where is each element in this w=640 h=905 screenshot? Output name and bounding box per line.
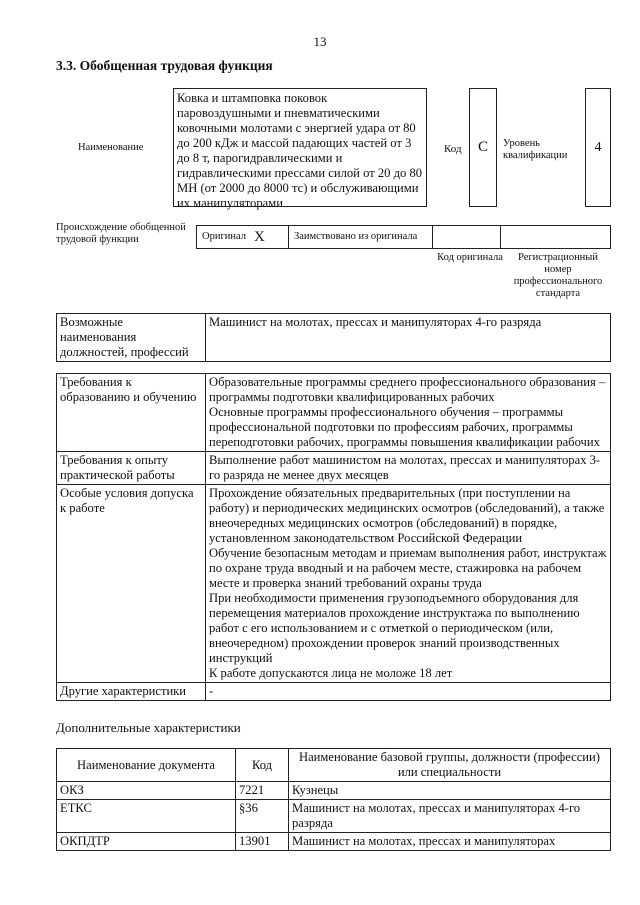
section-title: 3.3. Обобщенная трудовая функция — [56, 58, 273, 73]
group-name-cell: Машинист на молотах, прессах и манипуляторах — [289, 833, 611, 851]
requirement-line: Образовательные программы среднего профессионального образования – программы подготовки квалифицированных рабочих — [209, 375, 606, 404]
experience-value — [206, 452, 611, 485]
original-code-cell — [433, 226, 501, 248]
table-row — [57, 485, 611, 683]
doc-name-cell: ЕТКС — [57, 800, 236, 833]
column-header: Наименование базовой группы, должности (профессии) или специальности — [289, 749, 611, 782]
column-header: Наименование документа — [57, 749, 236, 782]
other-characteristics-value: - — [206, 683, 611, 701]
table-row — [57, 683, 611, 701]
positions-label: Возможные наименования должностей, профессий — [57, 314, 206, 362]
requirement-line: При необходимости применения грузоподъемного оборудования для перемещения материалов прохождение инструктажа по выполнению работ с его использованием и с отметкой о периодическом (или, внеочередном) прохождении проверок знаний производственных инструкций — [209, 591, 580, 665]
requirement-line: Основные программы профессионального обучения – программы профессиональной подготовки по профессиям рабочих, программы переподготовки рабочих, программы повышения квалификации рабочих — [209, 405, 600, 449]
qualification-level-value: 4 — [585, 88, 611, 207]
origin-row — [196, 225, 611, 249]
table-row — [57, 800, 611, 833]
special-conditions-value — [206, 485, 611, 683]
original-cell — [197, 226, 289, 248]
table-row — [57, 833, 611, 851]
special-conditions-label: Особые условия допуска к работе — [57, 485, 206, 683]
code-value: C — [469, 88, 497, 207]
requirements-table — [56, 373, 611, 701]
page-number: 13 — [313, 34, 327, 49]
positions-value: Машинист на молотах, прессах и манипуляторах 4-го разряда — [206, 314, 611, 362]
name-label: Наименование — [78, 142, 144, 153]
registration-number-cell — [501, 226, 610, 248]
table-row — [57, 782, 611, 800]
table-row — [57, 374, 611, 452]
additional-characteristics-title: Дополнительные характеристики — [56, 720, 241, 735]
requirement-line: Выполнение работ машинистом на молотах, прессах и манипуляторах 3-го разряда не менее двух месяцев — [209, 453, 601, 482]
requirement-line: К работе допускаются лица не моложе 18 лет — [209, 666, 453, 680]
function-name: Ковка и штамповка поковок паровоздушными и пневматическими ковочными молотами с энергией удара от 80 до 200 кДж и массой падающих частей от 3 до 8 т, парогидравлическими и гидравлическими прессами силой от 20 до 80 МН (от 2000 до 8000 тс) и обслуживающими их манипуляторами — [173, 88, 427, 207]
code-cell: §36 — [236, 800, 289, 833]
registration-number-caption: Регистрационный номер профессионального стандарта — [513, 252, 603, 299]
table-header-row — [57, 749, 611, 782]
origin-label: Происхождение обобщенной трудовой функции — [56, 222, 186, 245]
doc-name-cell: ОКПДТР — [57, 833, 236, 851]
requirement-line: Обучение безопасным методам и приемам выполнения работ, инструктаж по охране труда вводный и на рабочем месте, стажировка на рабочем месте и проверка знаний требований охраны труда — [209, 546, 607, 590]
positions-table — [56, 313, 611, 362]
borrowed-label: Заимствовано из оригинала — [294, 231, 418, 242]
original-code-caption: Код оригинала — [437, 252, 503, 263]
code-cell: 7221 — [236, 782, 289, 800]
code-cell: 13901 — [236, 833, 289, 851]
other-characteristics-label: Другие характеристики — [57, 683, 206, 701]
column-header: Код — [236, 749, 289, 782]
education-value — [206, 374, 611, 452]
qualification-level-label: Уровень квалификации — [503, 138, 568, 161]
requirement-line: Прохождение обязательных предварительных (при поступлении на работу) и периодических медицинских осмотров (обследований), а также внеочередных медицинских осмотров (обследований) в порядке, установленном законодательством Российской Федерации — [209, 486, 605, 545]
education-label: Требования к образованию и обучению — [57, 374, 206, 452]
group-name-cell: Машинист на молотах, прессах и манипуляторах 4-го разряда — [289, 800, 611, 833]
additional-characteristics-table — [56, 748, 611, 851]
doc-name-cell: ОКЗ — [57, 782, 236, 800]
table-row — [57, 452, 611, 485]
code-label: Код — [444, 143, 462, 155]
experience-label: Требования к опыту практической работы — [57, 452, 206, 485]
group-name-cell: Кузнецы — [289, 782, 611, 800]
borrowed-cell — [289, 226, 433, 248]
original-label: Оригинал — [202, 231, 246, 242]
original-mark: X — [254, 229, 265, 245]
